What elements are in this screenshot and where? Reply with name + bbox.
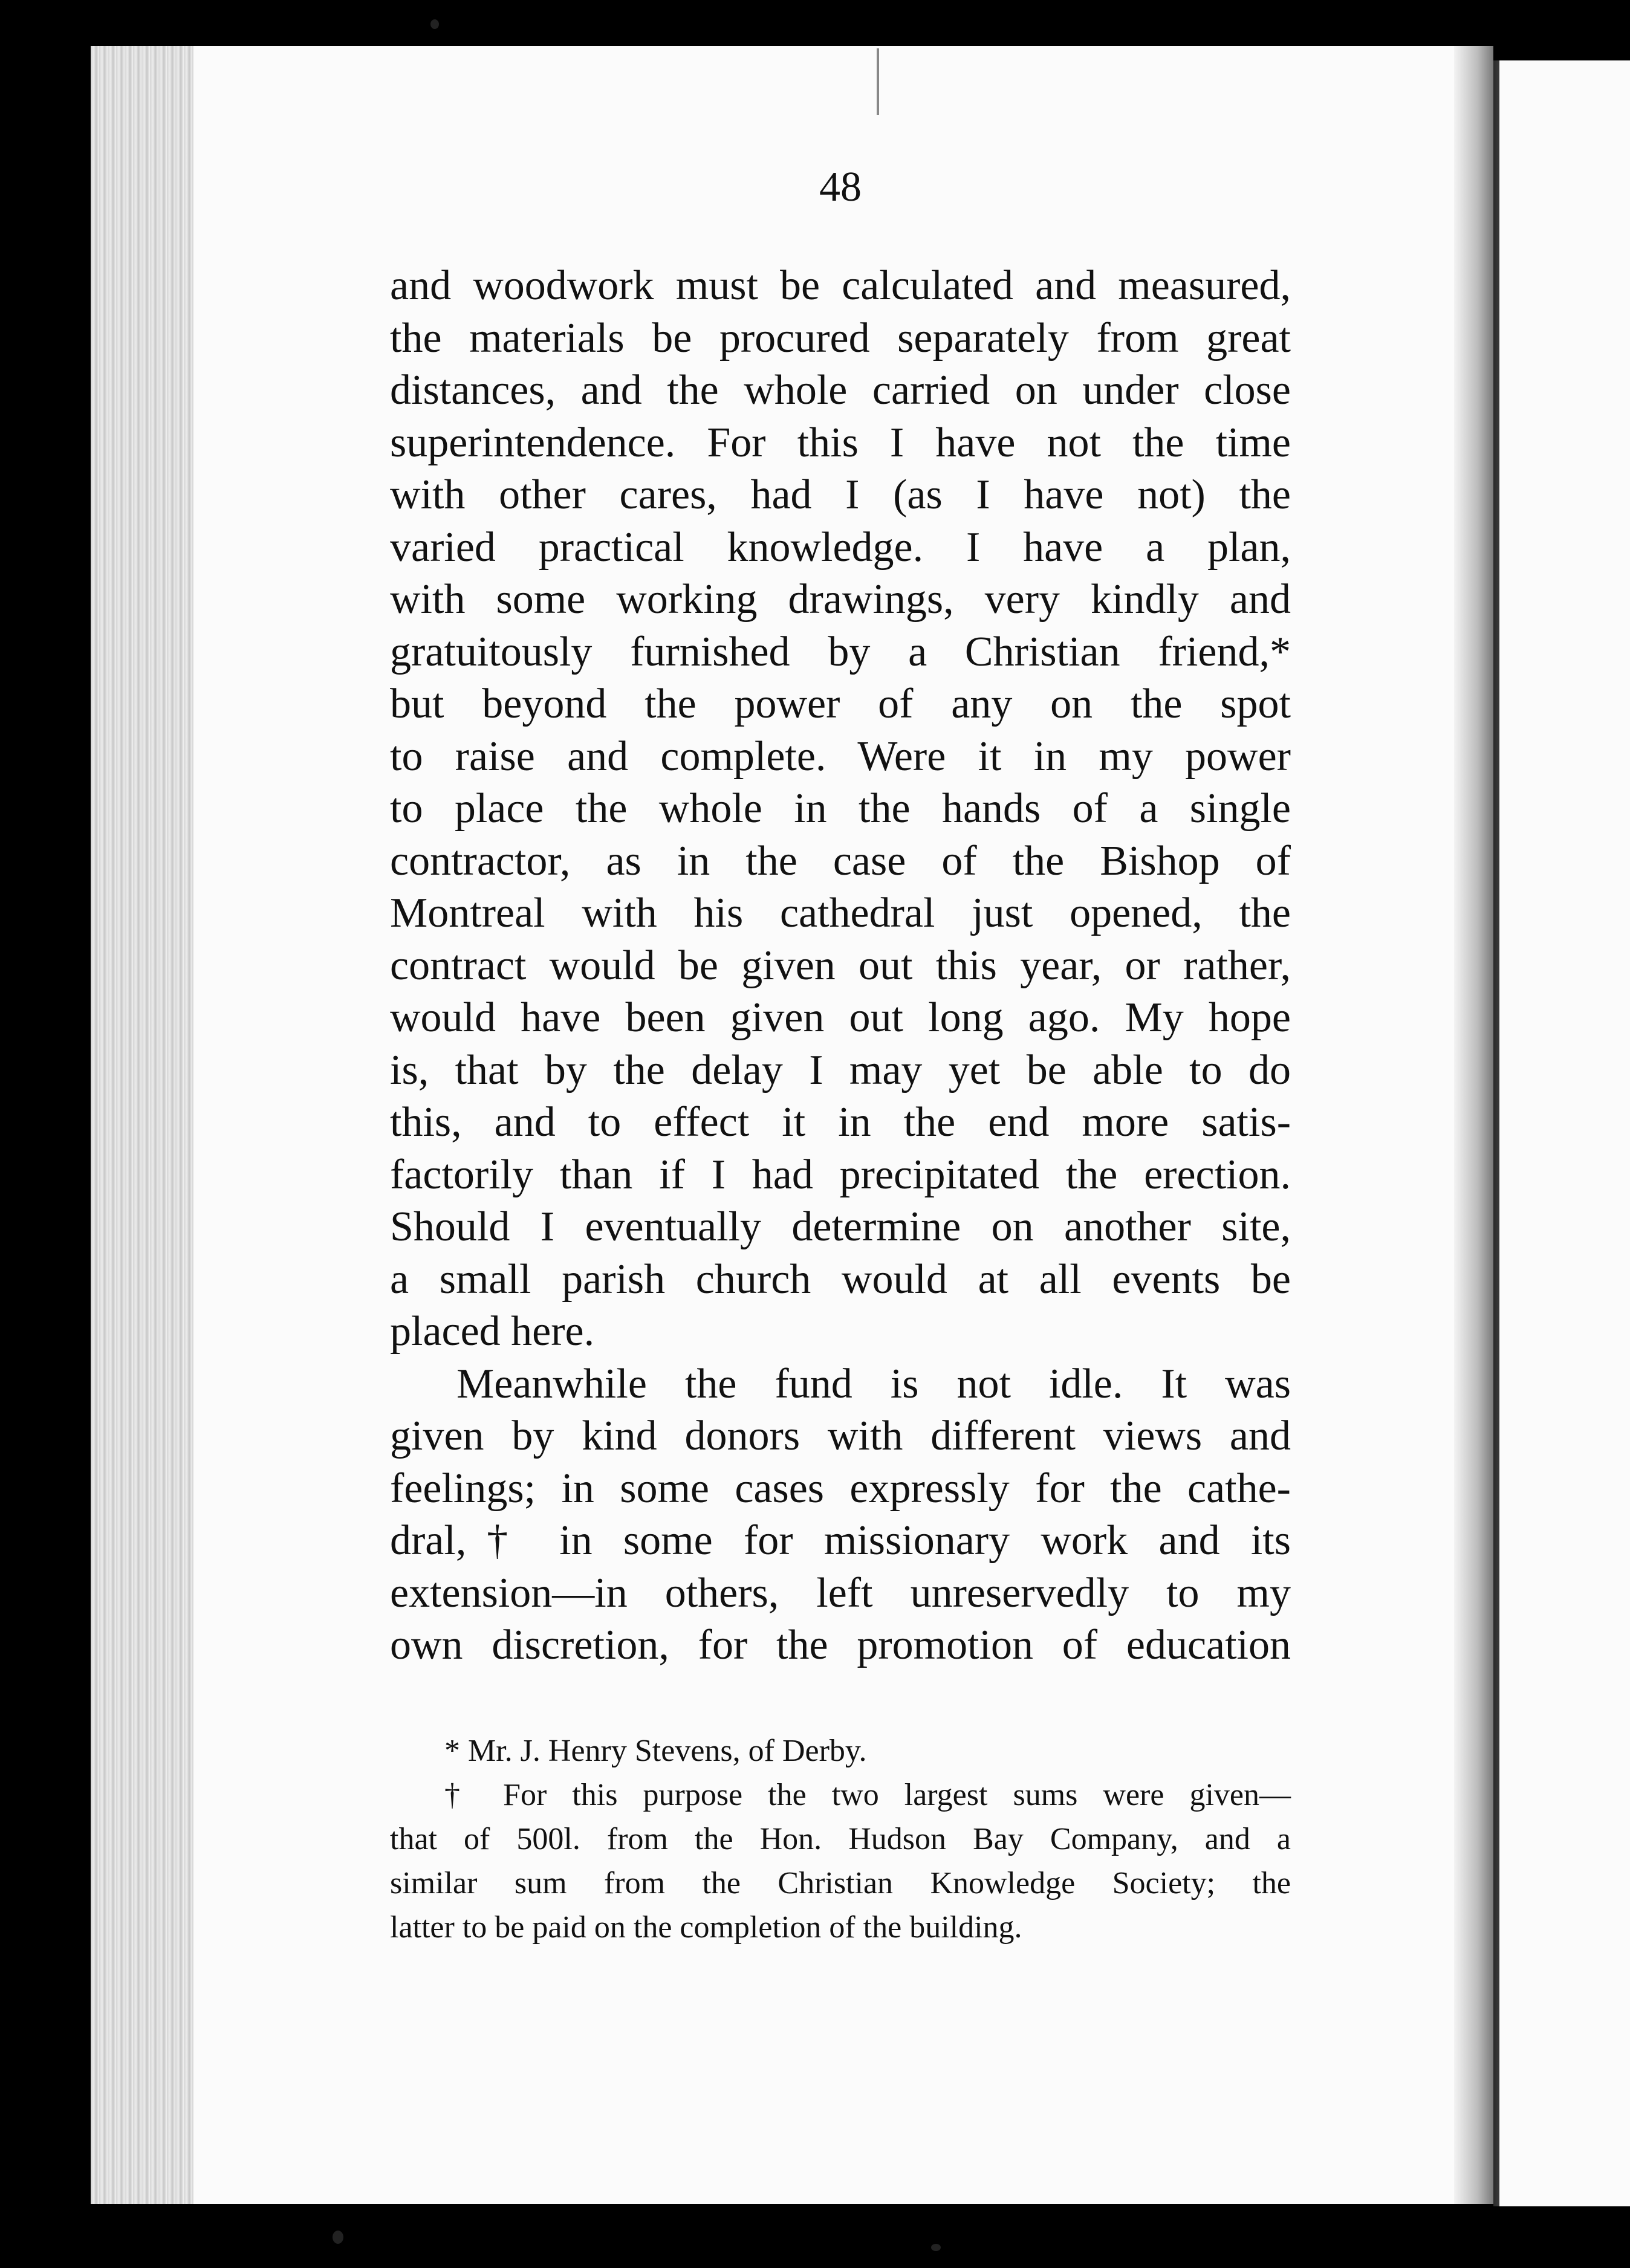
text-line: Meanwhile the fund is not idle. It was: [456, 1360, 1291, 1407]
text-line: extension—in others, left unreservedly to my: [390, 1569, 1291, 1616]
text-line: gratuitously furnished by a Christian friend,*: [390, 628, 1291, 675]
scan-speck: [333, 2231, 343, 2244]
footnote-line: * Mr. J. Henry Stevens, of Derby.: [444, 1734, 867, 1768]
footnote-line: † For this purpose the two largest sums were given—: [444, 1778, 1291, 1812]
text-line: feelings; in some cases expressly for the cathe-: [390, 1465, 1291, 1512]
text-line: this, and to effect it in the end more satis-: [390, 1099, 1291, 1145]
text-line: factorily than if I had precipitated the erection.: [390, 1151, 1291, 1198]
scan-speck: [430, 19, 439, 29]
body-text: [390, 260, 1291, 1672]
text-line: to raise and complete. Were it in my power: [390, 733, 1291, 780]
text-line: a small parish church would at all events be: [390, 1256, 1291, 1303]
text-line: with other cares, had I (as I have not) the: [390, 471, 1291, 518]
page-number: 48: [819, 164, 862, 210]
text-line: would have been given out long ago. My hope: [390, 994, 1291, 1041]
text-line: distances, and the whole carried on under close: [390, 367, 1291, 413]
text-line: own discretion, for the promotion of education: [390, 1622, 1291, 1668]
text-line: to place the whole in the hands of a single: [390, 785, 1291, 832]
facing-page: [1499, 60, 1630, 2206]
footnotes: [390, 1729, 1291, 1949]
text-line: given by kind donors with different views and: [390, 1413, 1291, 1459]
text-line: contractor, as in the case of the Bishop of: [390, 837, 1291, 884]
text-line: the materials be procured separately from great: [390, 314, 1291, 361]
text-line: dral,† in some for missionary work and its: [390, 1517, 1291, 1564]
text-line: with some working drawings, very kindly and: [390, 576, 1291, 623]
gutter-shadow: [1454, 46, 1493, 2204]
text-line: is, that by the delay I may yet be able to do: [390, 1046, 1291, 1094]
text-line: and woodwork must be calculated and measured,: [390, 262, 1291, 309]
text-line: varied practical knowledge. I have a plan,: [390, 523, 1291, 571]
page-edges: [91, 46, 193, 2204]
fold-mark: [877, 48, 879, 115]
footnote-line: that of 500l. from the Hon. Hudson Bay Company, and a: [390, 1822, 1291, 1856]
text-line: superintendence. For this I have not the time: [390, 419, 1291, 466]
text-line: placed here.: [390, 1308, 595, 1355]
text-line: Montreal with his cathedral just opened, the: [390, 890, 1291, 936]
text-line: Should I eventually determine on another site,: [390, 1204, 1291, 1250]
text-line: but beyond the power of any on the spot: [390, 681, 1291, 727]
footnote-line: similar sum from the Christian Knowledge Society; the: [390, 1866, 1291, 1900]
scan-speck: [931, 2244, 941, 2251]
footnote-line: latter to be paid on the completion of the building.: [390, 1910, 1022, 1945]
text-line: contract would be given out this year, or rather,: [390, 942, 1291, 989]
